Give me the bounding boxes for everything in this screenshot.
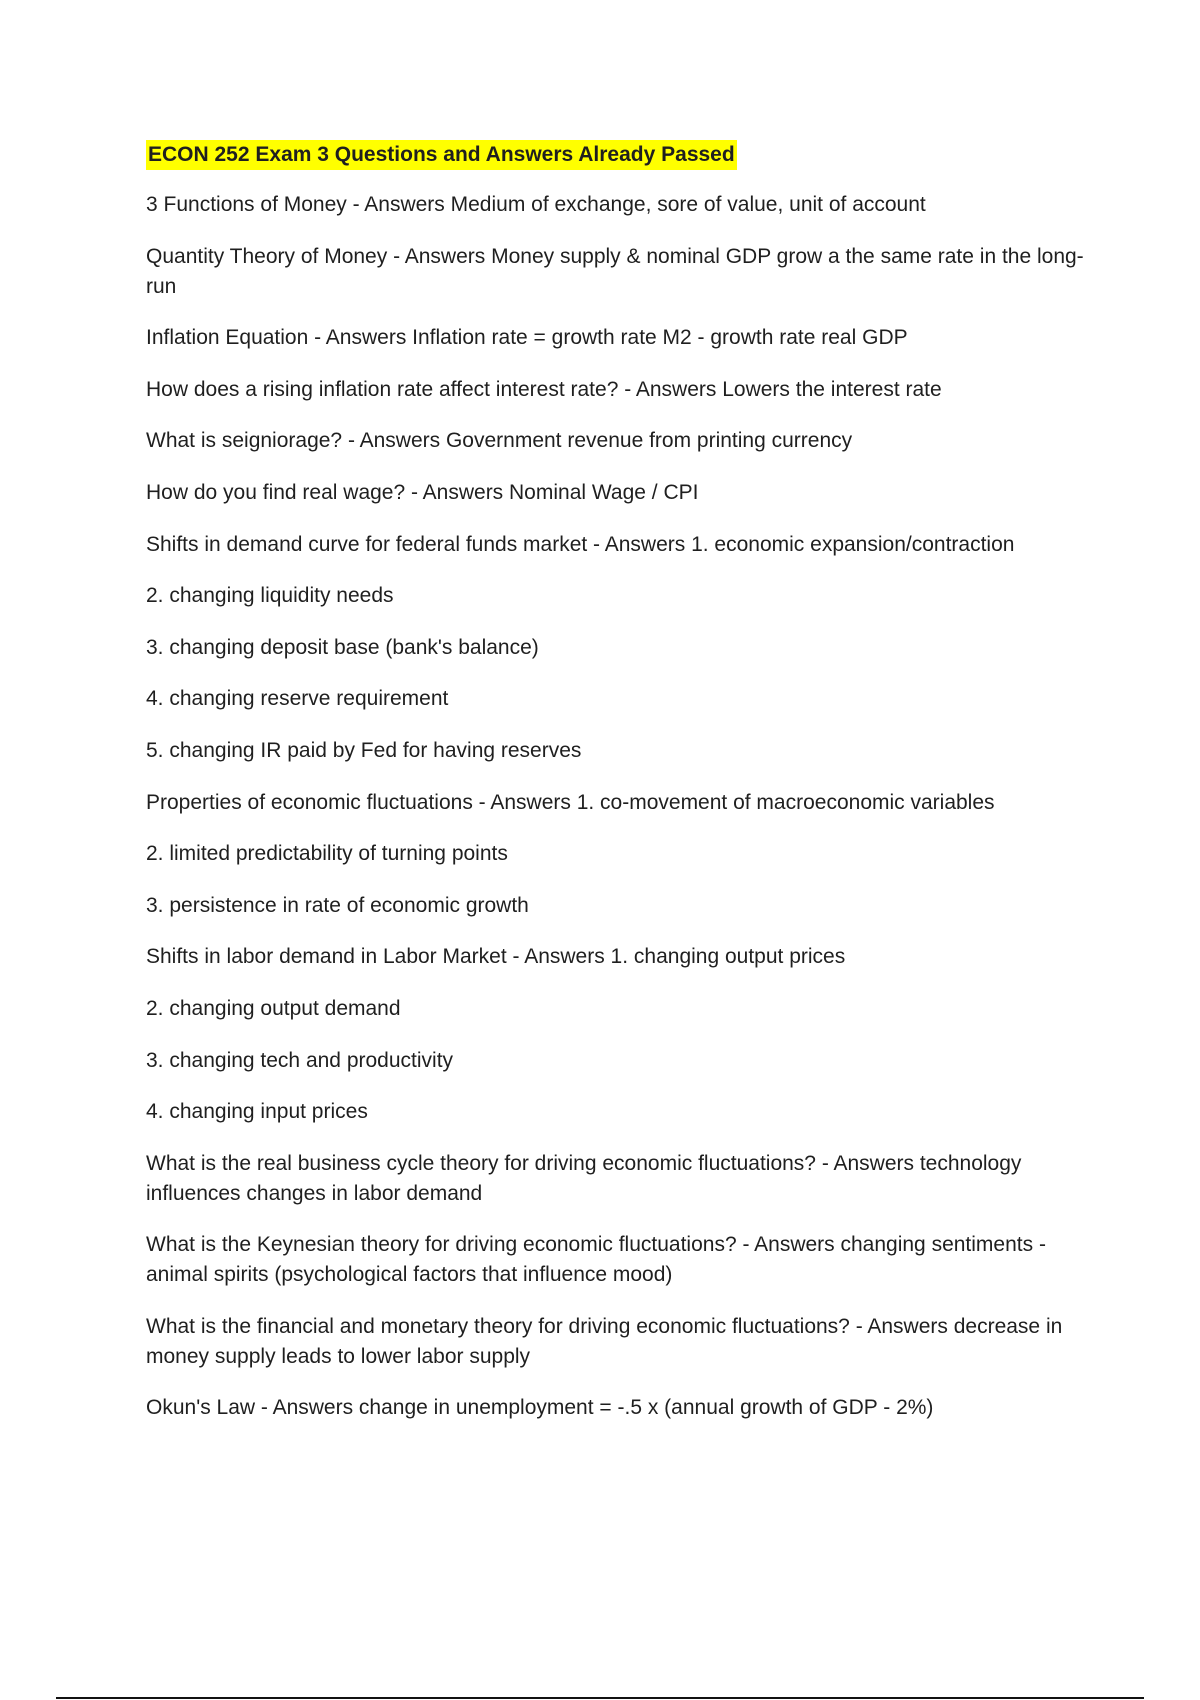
qa-line: How do you find real wage? - Answers Nominal Wage / CPI [146, 480, 699, 504]
document-title: ECON 252 Exam 3 Questions and Answers Already Passed [146, 140, 737, 170]
qa-line: 4. changing input prices [146, 1100, 368, 1124]
qa-line: Shifts in demand curve for federal funds market - Answers 1. economic expansion/contraction [146, 532, 1015, 556]
qa-list [146, 190, 1101, 1423]
qa-line: What is the real business cycle theory for driving economic fluctuations? - Answers technology influences changes in labor demand [146, 1151, 1022, 1205]
qa-line: 5. changing IR paid by Fed for having reserves [146, 738, 582, 762]
qa-line: 2. changing liquidity needs [146, 584, 394, 608]
qa-line: Properties of economic fluctuations - Answers 1. co-movement of macroeconomic variables [146, 790, 995, 814]
page-bottom-rule [56, 1697, 1144, 1699]
qa-line: 3. persistence in rate of economic growth [146, 893, 529, 917]
qa-line: How does a rising inflation rate affect interest rate? - Answers Lowers the interest rate [146, 377, 942, 401]
document-page [146, 140, 1101, 1445]
qa-line: 4. changing reserve requirement [146, 687, 449, 711]
qa-line: Quantity Theory of Money - Answers Money supply & nominal GDP grow a the same rate in the long-run [146, 244, 1084, 298]
qa-line: What is seigniorage? - Answers Government revenue from printing currency [146, 429, 853, 453]
qa-line: What is the financial and monetary theory for driving economic fluctuations? - Answers decrease in money supply leads to lower labor supply [146, 1314, 1063, 1368]
qa-line: Okun's Law - Answers change in unemployment = -.5 x (annual growth of GDP - 2%) [146, 1396, 934, 1420]
qa-line: 2. changing output demand [146, 996, 401, 1020]
qa-line: Inflation Equation - Answers Inflation rate = growth rate M2 - growth rate real GDP [146, 326, 908, 350]
qa-line: 3 Functions of Money - Answers Medium of exchange, sore of value, unit of account [146, 193, 926, 216]
qa-line: What is the Keynesian theory for driving economic fluctuations? - Answers changing sentiments - animal spirits (psychological factors that influence mood) [146, 1233, 1046, 1287]
qa-line: 3. changing tech and productivity [146, 1048, 454, 1072]
qa-line: 2. limited predictability of turning points [146, 842, 508, 866]
qa-line: Shifts in labor demand in Labor Market - Answers 1. changing output prices [146, 945, 846, 969]
qa-line: 3. changing deposit base (bank's balance) [146, 635, 539, 659]
